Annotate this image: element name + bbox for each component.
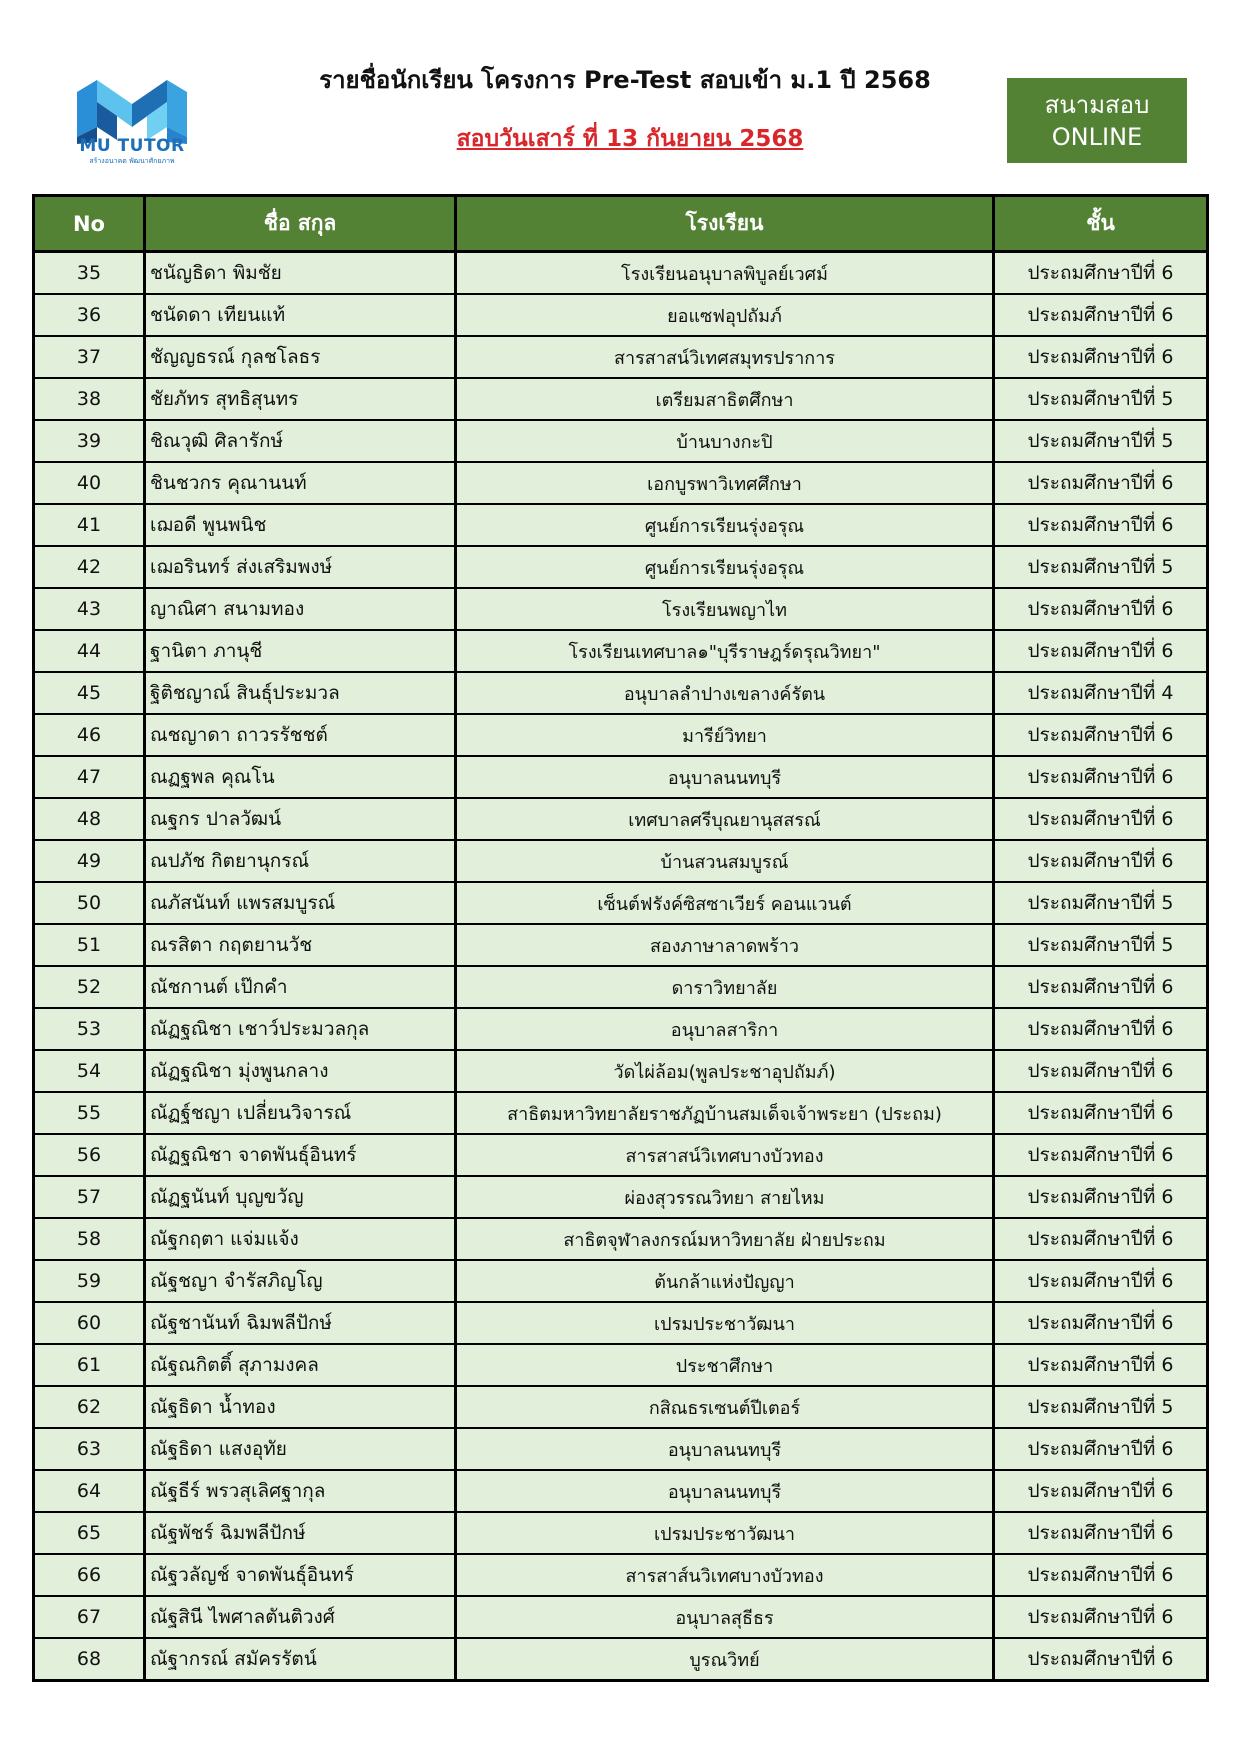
cell-grade: ประถมศึกษาปีที่ 6 [994, 1596, 1208, 1638]
cell-grade: ประถมศึกษาปีที่ 6 [994, 294, 1208, 336]
cell-grade: ประถมศึกษาปีที่ 6 [994, 1554, 1208, 1596]
cell-name: ณัฐธีร์ พรวสุเลิศฐากุล [145, 1470, 456, 1512]
cell-no: 41 [34, 504, 145, 546]
cell-school: โรงเรียนพญาไท [456, 588, 994, 630]
table-row [34, 252, 1208, 295]
cell-school: ต้นกล้าแห่งปัญญา [456, 1260, 994, 1302]
cell-no: 52 [34, 966, 145, 1008]
cell-no: 67 [34, 1596, 145, 1638]
table-row [34, 672, 1208, 714]
column-header-name: ชื่อ สกุล [145, 196, 456, 252]
cell-name: ณัฐณกิตติ์ สุภามงคล [145, 1344, 456, 1386]
column-header-school: โรงเรียน [456, 196, 994, 252]
cell-no: 56 [34, 1134, 145, 1176]
cell-grade: ประถมศึกษาปีที่ 6 [994, 1176, 1208, 1218]
column-header-no: No [34, 196, 145, 252]
cell-name: ชนัดดา เทียนแท้ [145, 294, 456, 336]
cell-name: ณฐกร ปาลวัฒน์ [145, 798, 456, 840]
cell-name: ณัฐกฤตา แจ่มแจ้ง [145, 1218, 456, 1260]
cell-no: 54 [34, 1050, 145, 1092]
cell-grade: ประถมศึกษาปีที่ 6 [994, 1050, 1208, 1092]
cell-name: ณัฏฐณิชา มุ่งพูนกลาง [145, 1050, 456, 1092]
cell-school: เปรมประชาวัฒนา [456, 1302, 994, 1344]
cell-school: สารสาส์นวิเทศบางบัวทอง [456, 1554, 994, 1596]
badge-line-1: สนามสอบ [1044, 90, 1150, 119]
table-row [34, 882, 1208, 924]
student-table [32, 194, 1209, 1682]
cell-no: 60 [34, 1302, 145, 1344]
table-row [34, 294, 1208, 336]
cell-no: 37 [34, 336, 145, 378]
cell-grade: ประถมศึกษาปีที่ 6 [994, 588, 1208, 630]
cell-name: ณัฐสินี ไพศาลตันติวงศ์ [145, 1596, 456, 1638]
cell-grade: ประถมศึกษาปีที่ 6 [994, 798, 1208, 840]
cell-no: 36 [34, 294, 145, 336]
page-subtitle: สอบวันเสาร์ ที่ 13 กันยายน 2568 [456, 126, 804, 152]
table-row [34, 462, 1208, 504]
cell-school: บูรณวิทย์ [456, 1638, 994, 1681]
table-row [34, 588, 1208, 630]
cell-no: 62 [34, 1386, 145, 1428]
cell-name: ชัญญธรณ์ กุลชโลธร [145, 336, 456, 378]
cell-name: ณัฏฐณิชา จาดพันธุ์อินทร์ [145, 1134, 456, 1176]
cell-school: เปรมประชาวัฒนา [456, 1512, 994, 1554]
table-row [34, 1176, 1208, 1218]
table-row [34, 1092, 1208, 1134]
cell-no: 57 [34, 1176, 145, 1218]
cell-school: วัดไผ่ล้อม(พูลประชาอุปถัมภ์) [456, 1050, 994, 1092]
cell-school: บ้านบางกะปิ [456, 420, 994, 462]
cell-grade: ประถมศึกษาปีที่ 6 [994, 1134, 1208, 1176]
cell-school: สาธิตจุฬาลงกรณ์มหาวิทยาลัย ฝ่ายประถม [456, 1218, 994, 1260]
cell-school: ผ่องสุวรรณวิทยา สายไหม [456, 1176, 994, 1218]
cell-name: ณปภัช กิตยานุกรณ์ [145, 840, 456, 882]
cell-grade: ประถมศึกษาปีที่ 6 [994, 1008, 1208, 1050]
cell-grade: ประถมศึกษาปีที่ 6 [994, 840, 1208, 882]
cell-school: ดาราวิทยาลัย [456, 966, 994, 1008]
table-row [34, 1260, 1208, 1302]
cell-no: 44 [34, 630, 145, 672]
table-row [34, 714, 1208, 756]
cell-school: อนุบาลลำปางเขลางค์รัตน [456, 672, 994, 714]
cell-school: ศูนย์การเรียนรุ่งอรุณ [456, 546, 994, 588]
cell-name: ณัชกานต์ เป๊กคำ [145, 966, 456, 1008]
cell-school: ศูนย์การเรียนรุ่งอรุณ [456, 504, 994, 546]
cell-grade: ประถมศึกษาปีที่ 6 [994, 1512, 1208, 1554]
cell-grade: ประถมศึกษาปีที่ 6 [994, 714, 1208, 756]
cell-school: กสิณธรเซนต์ปีเตอร์ [456, 1386, 994, 1428]
table-row [34, 1512, 1208, 1554]
cell-name: ณัฐพัชร์ ฉิมพลีปักษ์ [145, 1512, 456, 1554]
cell-name: ณัฐชญา จำรัสภิญโญ [145, 1260, 456, 1302]
cell-grade: ประถมศึกษาปีที่ 4 [994, 672, 1208, 714]
cell-grade: ประถมศึกษาปีที่ 5 [994, 420, 1208, 462]
page-title: รายชื่อนักเรียน โครงการ Pre-Test สอบเข้า ม.1 ปี 2568 [319, 66, 931, 94]
table-row [34, 1218, 1208, 1260]
table-row [34, 798, 1208, 840]
table-row [34, 420, 1208, 462]
table-row [34, 504, 1208, 546]
cell-school: เซ็นต์ฟรังค์ซิสซาเวียร์ คอนแวนต์ [456, 882, 994, 924]
cell-no: 58 [34, 1218, 145, 1260]
cell-grade: ประถมศึกษาปีที่ 6 [994, 1092, 1208, 1134]
table-row [34, 1596, 1208, 1638]
cell-grade: ประถมศึกษาปีที่ 6 [994, 462, 1208, 504]
cell-grade: ประถมศึกษาปีที่ 6 [994, 1218, 1208, 1260]
cell-school: โรงเรียนเทศบาล๑"บุรีราษฎร์ดรุณวิทยา" [456, 630, 994, 672]
cell-name: ณัฐธิดา แสงอุทัย [145, 1428, 456, 1470]
cell-name: ณัฏฐนันท์ บุญขวัญ [145, 1176, 456, 1218]
cell-no: 64 [34, 1470, 145, 1512]
table-row [34, 1386, 1208, 1428]
cell-name: เฌอดี พูนพนิช [145, 504, 456, 546]
cell-name: ณัฐธิดา น้ำทอง [145, 1386, 456, 1428]
cell-name: ฐิติชญาณ์ สินธุ์ประมวล [145, 672, 456, 714]
cell-school: สาธิตมหาวิทยาลัยราชภัฏบ้านสมเด็จเจ้าพระยา (ประถม) [456, 1092, 994, 1134]
cell-no: 39 [34, 420, 145, 462]
cell-name: ณัฐวลัญช์ จาดพันธุ์อินทร์ [145, 1554, 456, 1596]
cell-no: 40 [34, 462, 145, 504]
cell-grade: ประถมศึกษาปีที่ 6 [994, 1260, 1208, 1302]
exam-venue-badge [1007, 78, 1187, 163]
cell-name: ญาณิศา สนามทอง [145, 588, 456, 630]
table-row [34, 630, 1208, 672]
table-row [34, 966, 1208, 1008]
cell-grade: ประถมศึกษาปีที่ 5 [994, 378, 1208, 420]
table-row [34, 1428, 1208, 1470]
cell-grade: ประถมศึกษาปีที่ 5 [994, 1386, 1208, 1428]
cell-name: ฐานิตา ภานุชี [145, 630, 456, 672]
cell-no: 51 [34, 924, 145, 966]
cell-no: 46 [34, 714, 145, 756]
cell-school: ประชาศึกษา [456, 1344, 994, 1386]
cell-school: สารสาสน์วิเทศสมุทรปราการ [456, 336, 994, 378]
logo-text: MU TUTOR [79, 136, 185, 156]
cell-no: 42 [34, 546, 145, 588]
cell-no: 45 [34, 672, 145, 714]
cell-name: ชัยภัทร สุทธิสุนทร [145, 378, 456, 420]
cell-name: ณฏฐพล คุณโน [145, 756, 456, 798]
cell-school: อนุบาลนนทบุรี [456, 756, 994, 798]
cell-no: 65 [34, 1512, 145, 1554]
cell-name: ณชญาดา ถาวรรัชชต์ [145, 714, 456, 756]
cell-school: สารสาสน์วิเทศบางบัวทอง [456, 1134, 994, 1176]
column-header-grade: ชั้น [994, 196, 1208, 252]
cell-name: ณัฐากรณ์ สมัครรัตน์ [145, 1638, 456, 1681]
cell-school: โรงเรียนอนุบาลพิบูลย์เวศม์ [456, 252, 994, 295]
student-table-wrapper [32, 194, 1206, 1682]
logo-subtext: สร้างอนาคต พัฒนาศักยภาพ [89, 157, 175, 165]
cell-name: ณัฐชานันท์ ฉิมพลีปักษ์ [145, 1302, 456, 1344]
cell-no: 38 [34, 378, 145, 420]
cell-grade: ประถมศึกษาปีที่ 6 [994, 1302, 1208, 1344]
cell-school: บ้านสวนสมบูรณ์ [456, 840, 994, 882]
cell-name: ชนัญธิดา พิมชัย [145, 252, 456, 295]
cell-school: อนุบาลนนทบุรี [456, 1428, 994, 1470]
cell-name: ณัฏฐ์ชญา เปลี่ยนวิจารณ์ [145, 1092, 456, 1134]
cell-no: 53 [34, 1008, 145, 1050]
cell-no: 66 [34, 1554, 145, 1596]
cell-school: สองภาษาลาดพร้าว [456, 924, 994, 966]
cell-name: ณภัสนันท์ แพรสมบูรณ์ [145, 882, 456, 924]
cell-grade: ประถมศึกษาปีที่ 6 [994, 1428, 1208, 1470]
cell-no: 63 [34, 1428, 145, 1470]
table-row [34, 924, 1208, 966]
table-row [34, 336, 1208, 378]
cell-school: มารีย์วิทยา [456, 714, 994, 756]
table-row [34, 840, 1208, 882]
table-row [34, 1008, 1208, 1050]
cell-grade: ประถมศึกษาปีที่ 5 [994, 546, 1208, 588]
cell-no: 68 [34, 1638, 145, 1681]
cell-no: 35 [34, 252, 145, 295]
cell-grade: ประถมศึกษาปีที่ 6 [994, 1470, 1208, 1512]
cell-grade: ประถมศึกษาปีที่ 6 [994, 756, 1208, 798]
table-row [34, 1302, 1208, 1344]
table-row [34, 1134, 1208, 1176]
table-row [34, 546, 1208, 588]
cell-no: 49 [34, 840, 145, 882]
cell-grade: ประถมศึกษาปีที่ 6 [994, 252, 1208, 295]
table-row [34, 756, 1208, 798]
cell-grade: ประถมศึกษาปีที่ 6 [994, 630, 1208, 672]
cell-no: 61 [34, 1344, 145, 1386]
cell-grade: ประถมศึกษาปีที่ 6 [994, 1638, 1208, 1681]
cell-no: 48 [34, 798, 145, 840]
cell-name: ณรสิตา กฤตยานวัช [145, 924, 456, 966]
badge-line-2: ONLINE [1051, 122, 1143, 151]
table-row [34, 1344, 1208, 1386]
cell-school: ยอแซฟอุปถัมภ์ [456, 294, 994, 336]
table-row [34, 1470, 1208, 1512]
cell-name: เฌอรินทร์ ส่งเสริมพงษ์ [145, 546, 456, 588]
cell-school: เตรียมสาธิตศึกษา [456, 378, 994, 420]
table-row [34, 1638, 1208, 1681]
cell-school: เอกบูรพาวิเทศศึกษา [456, 462, 994, 504]
table-row [34, 378, 1208, 420]
cell-name: ชินชวกร คุณานนท์ [145, 462, 456, 504]
table-body [34, 252, 1208, 1681]
cell-no: 43 [34, 588, 145, 630]
cell-school: อนุบาลสาริกา [456, 1008, 994, 1050]
cell-no: 50 [34, 882, 145, 924]
cell-no: 47 [34, 756, 145, 798]
cell-school: อนุบาลสุธีธร [456, 1596, 994, 1638]
table-row [34, 1050, 1208, 1092]
cell-grade: ประถมศึกษาปีที่ 6 [994, 504, 1208, 546]
table-header-row [34, 196, 1208, 252]
cell-no: 55 [34, 1092, 145, 1134]
cell-grade: ประถมศึกษาปีที่ 6 [994, 966, 1208, 1008]
cell-grade: ประถมศึกษาปีที่ 6 [994, 336, 1208, 378]
cell-grade: ประถมศึกษาปีที่ 5 [994, 924, 1208, 966]
cell-school: อนุบาลนนทบุรี [456, 1470, 994, 1512]
cell-name: ชิณวุฒิ ศิลารักษ์ [145, 420, 456, 462]
cell-name: ณัฏฐณิชา เชาว์ประมวลกุล [145, 1008, 456, 1050]
table-row [34, 1554, 1208, 1596]
cell-school: เทศบาลศรีบุณยานุสสรณ์ [456, 798, 994, 840]
cell-grade: ประถมศึกษาปีที่ 5 [994, 882, 1208, 924]
cell-no: 59 [34, 1260, 145, 1302]
cell-grade: ประถมศึกษาปีที่ 6 [994, 1344, 1208, 1386]
